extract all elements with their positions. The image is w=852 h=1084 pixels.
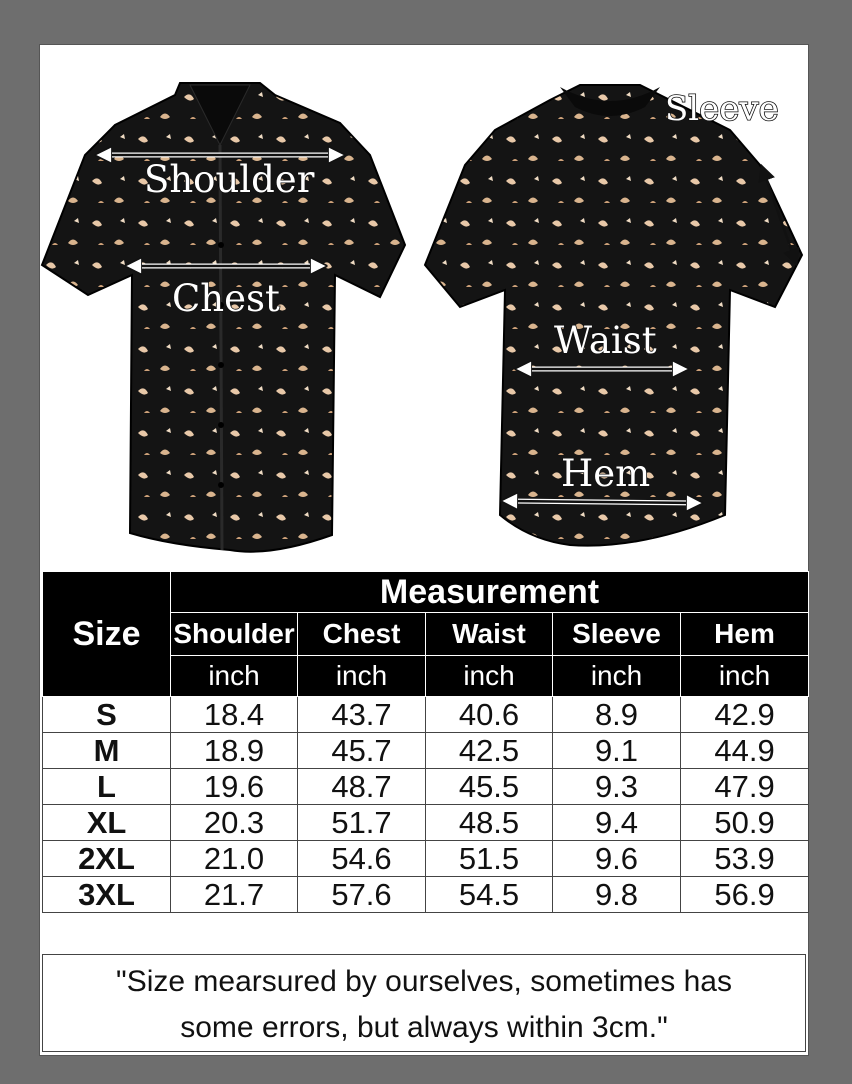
size-chart-card	[40, 45, 808, 1055]
measurement-cell: 20.3	[171, 805, 298, 841]
measurement-cell: 54.6	[298, 841, 426, 877]
measurement-cell: 48.5	[426, 805, 553, 841]
column-header-waist: Waist	[426, 613, 553, 656]
measurement-cell: 44.9	[681, 733, 809, 769]
measurement-cell: 9.1	[553, 733, 681, 769]
size-cell: L	[43, 769, 171, 805]
size-cell: 3XL	[43, 877, 171, 913]
measurement-cell: 8.9	[553, 697, 681, 733]
measurement-cell: 9.8	[553, 877, 681, 913]
unit-label: inch	[426, 656, 553, 697]
measurement-cell: 47.9	[681, 769, 809, 805]
column-header-shoulder: Shoulder	[171, 613, 298, 656]
measurement-cell: 45.5	[426, 769, 553, 805]
hem-label: Hem	[561, 452, 651, 495]
measurement-cell: 54.5	[426, 877, 553, 913]
measurement-cell: 48.7	[298, 769, 426, 805]
table-row	[43, 697, 809, 733]
measurement-cell: 42.9	[681, 697, 809, 733]
shirt-illustration	[40, 45, 808, 567]
measurement-cell: 42.5	[426, 733, 553, 769]
unit-label: inch	[553, 656, 681, 697]
size-table	[42, 571, 809, 913]
waist-label: Waist	[554, 319, 657, 362]
size-cell: 2XL	[43, 841, 171, 877]
table-row	[43, 733, 809, 769]
measurement-cell: 43.7	[298, 697, 426, 733]
size-cell: XL	[43, 805, 171, 841]
measurement-cell: 57.6	[298, 877, 426, 913]
size-table-body	[43, 697, 809, 913]
measurement-cell: 21.7	[171, 877, 298, 913]
table-row	[43, 841, 809, 877]
column-header-hem: Hem	[681, 613, 809, 656]
chest-label: Chest	[172, 277, 280, 320]
disclaimer-line-2: some errors, but always within 3cm."	[180, 1011, 668, 1044]
measurement-cell: 40.6	[426, 697, 553, 733]
size-cell: M	[43, 733, 171, 769]
unit-label: inch	[298, 656, 426, 697]
column-header-chest: Chest	[298, 613, 426, 656]
measurement-cell: 18.4	[171, 697, 298, 733]
measurement-cell: 56.9	[681, 877, 809, 913]
measurement-cell: 21.0	[171, 841, 298, 877]
measurement-cell: 51.7	[298, 805, 426, 841]
size-column-header: Size	[43, 572, 171, 697]
measurement-cell: 45.7	[298, 733, 426, 769]
measurement-cell: 9.6	[553, 841, 681, 877]
measurement-cell: 19.6	[171, 769, 298, 805]
measurement-cell: 9.4	[553, 805, 681, 841]
table-row	[43, 805, 809, 841]
table-row	[43, 877, 809, 913]
measurement-cell: 53.9	[681, 841, 809, 877]
measurement-cell: 50.9	[681, 805, 809, 841]
measurement-group-header: Measurement	[171, 572, 809, 613]
measurement-cell: 18.9	[171, 733, 298, 769]
measurement-cell: 9.3	[553, 769, 681, 805]
unit-label: inch	[171, 656, 298, 697]
measurement-cell: 51.5	[426, 841, 553, 877]
shoulder-label: Shoulder	[144, 158, 315, 201]
table-row	[43, 769, 809, 805]
disclaimer-line-1: "Size mearsured by ourselves, sometimes has	[116, 965, 732, 998]
shirt-photos	[40, 45, 808, 567]
column-header-sleeve: Sleeve	[553, 613, 681, 656]
sleeve-label: Sleeve	[665, 89, 779, 129]
unit-label: inch	[681, 656, 809, 697]
size-cell: S	[43, 697, 171, 733]
measurement-disclaimer	[42, 954, 806, 1052]
